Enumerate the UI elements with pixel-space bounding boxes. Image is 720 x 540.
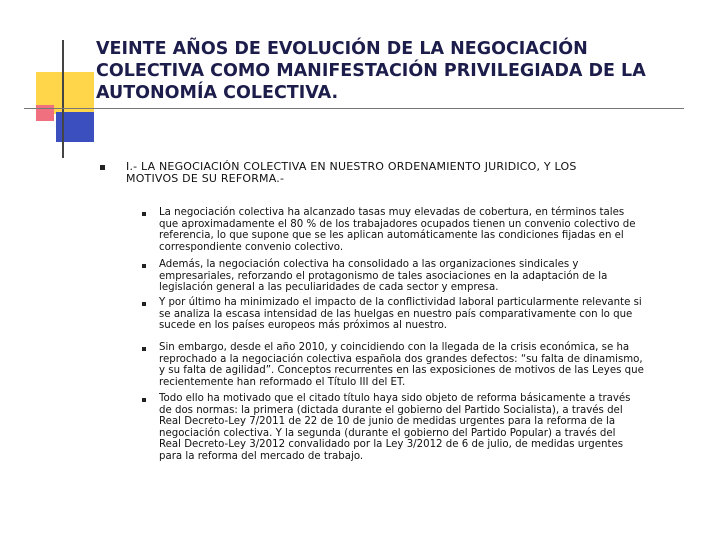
sub-point-line: empresariales, reforzando el protagonismo de tales asociaciones en la adaptación de la [159,270,608,282]
sub-point-line: de dos normas: la primera (dictada durante el gobierno del Partido Socialista), a través del [159,404,623,416]
sub-point-line: se analiza la escasa intensidad de las huelgas en nuestro país comparativamente con lo que [159,308,633,320]
sub-point-line: legislación general a las peculiaridades de cada sector y empresa. [159,282,499,294]
sub-point [159,259,701,294]
sub-point [159,393,701,463]
sub-point-line: Real Decreto-Ley 3/2012 convalidado por la Ley 3/2012 de 6 de julio, de medidas urgentes [159,439,624,451]
main-point-line: MOTIVOS DE SU REFORMA.- [126,172,285,185]
sub-bullet-icon [142,347,146,351]
sub-point-line: Real Decreto-Ley 7/2011 de 22 de 10 de junio de medidas urgentes para la reforma de la [159,416,616,428]
sub-point-line: Sin embargo, desde el año 2010, y coincidiendo con la llegada de la crisis económica, se ha [159,342,630,353]
sub-point [159,297,701,332]
sub-point-line: y su falta de agilidad”. Conceptos recurrentes en las exposiciones de motivos de las Leyes que [159,365,644,377]
main-bullet-icon [100,165,105,170]
sub-point-line: Y por último ha minimizado el impacto de la conflictividad laboral particularmente relevante si [159,297,642,308]
slide-title-line: COLECTIVA COMO MANIFESTACIÓN PRIVILEGIADA DE LA [96,61,646,81]
sub-point-line: que aproximadamente el 80 % de los trabajadores ocupados tienen un convenio colectivo de [159,218,636,230]
main-point-line: I.- LA NEGOCIACIÓN COLECTIVA EN NUESTRO ORDENAMIENTO JURIDICO, Y LOS [126,160,577,173]
sub-point-line: sucede en los países europeos más próximos al nuestro. [159,320,447,332]
slide-title-line: AUTONOMÍA COLECTIVA. [96,83,339,103]
sub-point-line: recientemente han reformado el Título III del ET. [159,376,406,388]
sub-point-line: reprochado a la negociación colectiva española dos grandes defectos: “su falta de dinamismo, [159,353,643,365]
slide-title [96,38,696,104]
sub-bullet-icon [142,264,146,268]
decor-vertical-line [62,40,64,158]
sub-point-line: negociación colectiva. Y la segunda (durante el gobierno del Partido Popular) a través del [159,427,616,439]
sub-point-line: para la reforma del mercado de trabajo. [159,450,364,462]
main-point [126,161,696,185]
sub-point-line: Además, la negociación colectiva ha consolidado a las organizaciones sindicales y [159,259,579,270]
sub-point-line: correspondiente convenio colectivo. [159,241,344,253]
sub-point-line: referencia, lo que supone que se les aplican automáticamente las condiciones fijadas en el [159,230,624,242]
sub-point [159,207,701,253]
sub-bullet-icon [142,302,146,306]
sub-bullet-icon [142,398,146,402]
sub-point-line: Todo ello ha motivado que el citado título haya sido objeto de reforma básicamente a través [159,393,631,404]
sub-point-line: La negociación colectiva ha alcanzado tasas muy elevadas de cobertura, en términos tales [159,207,625,218]
slide-title-line: VEINTE AÑOS DE EVOLUCIÓN DE LA NEGOCIACIÓN [96,39,588,59]
sub-bullet-icon [142,212,146,216]
sub-point [159,342,701,388]
decor-horizontal-line [24,108,684,109]
